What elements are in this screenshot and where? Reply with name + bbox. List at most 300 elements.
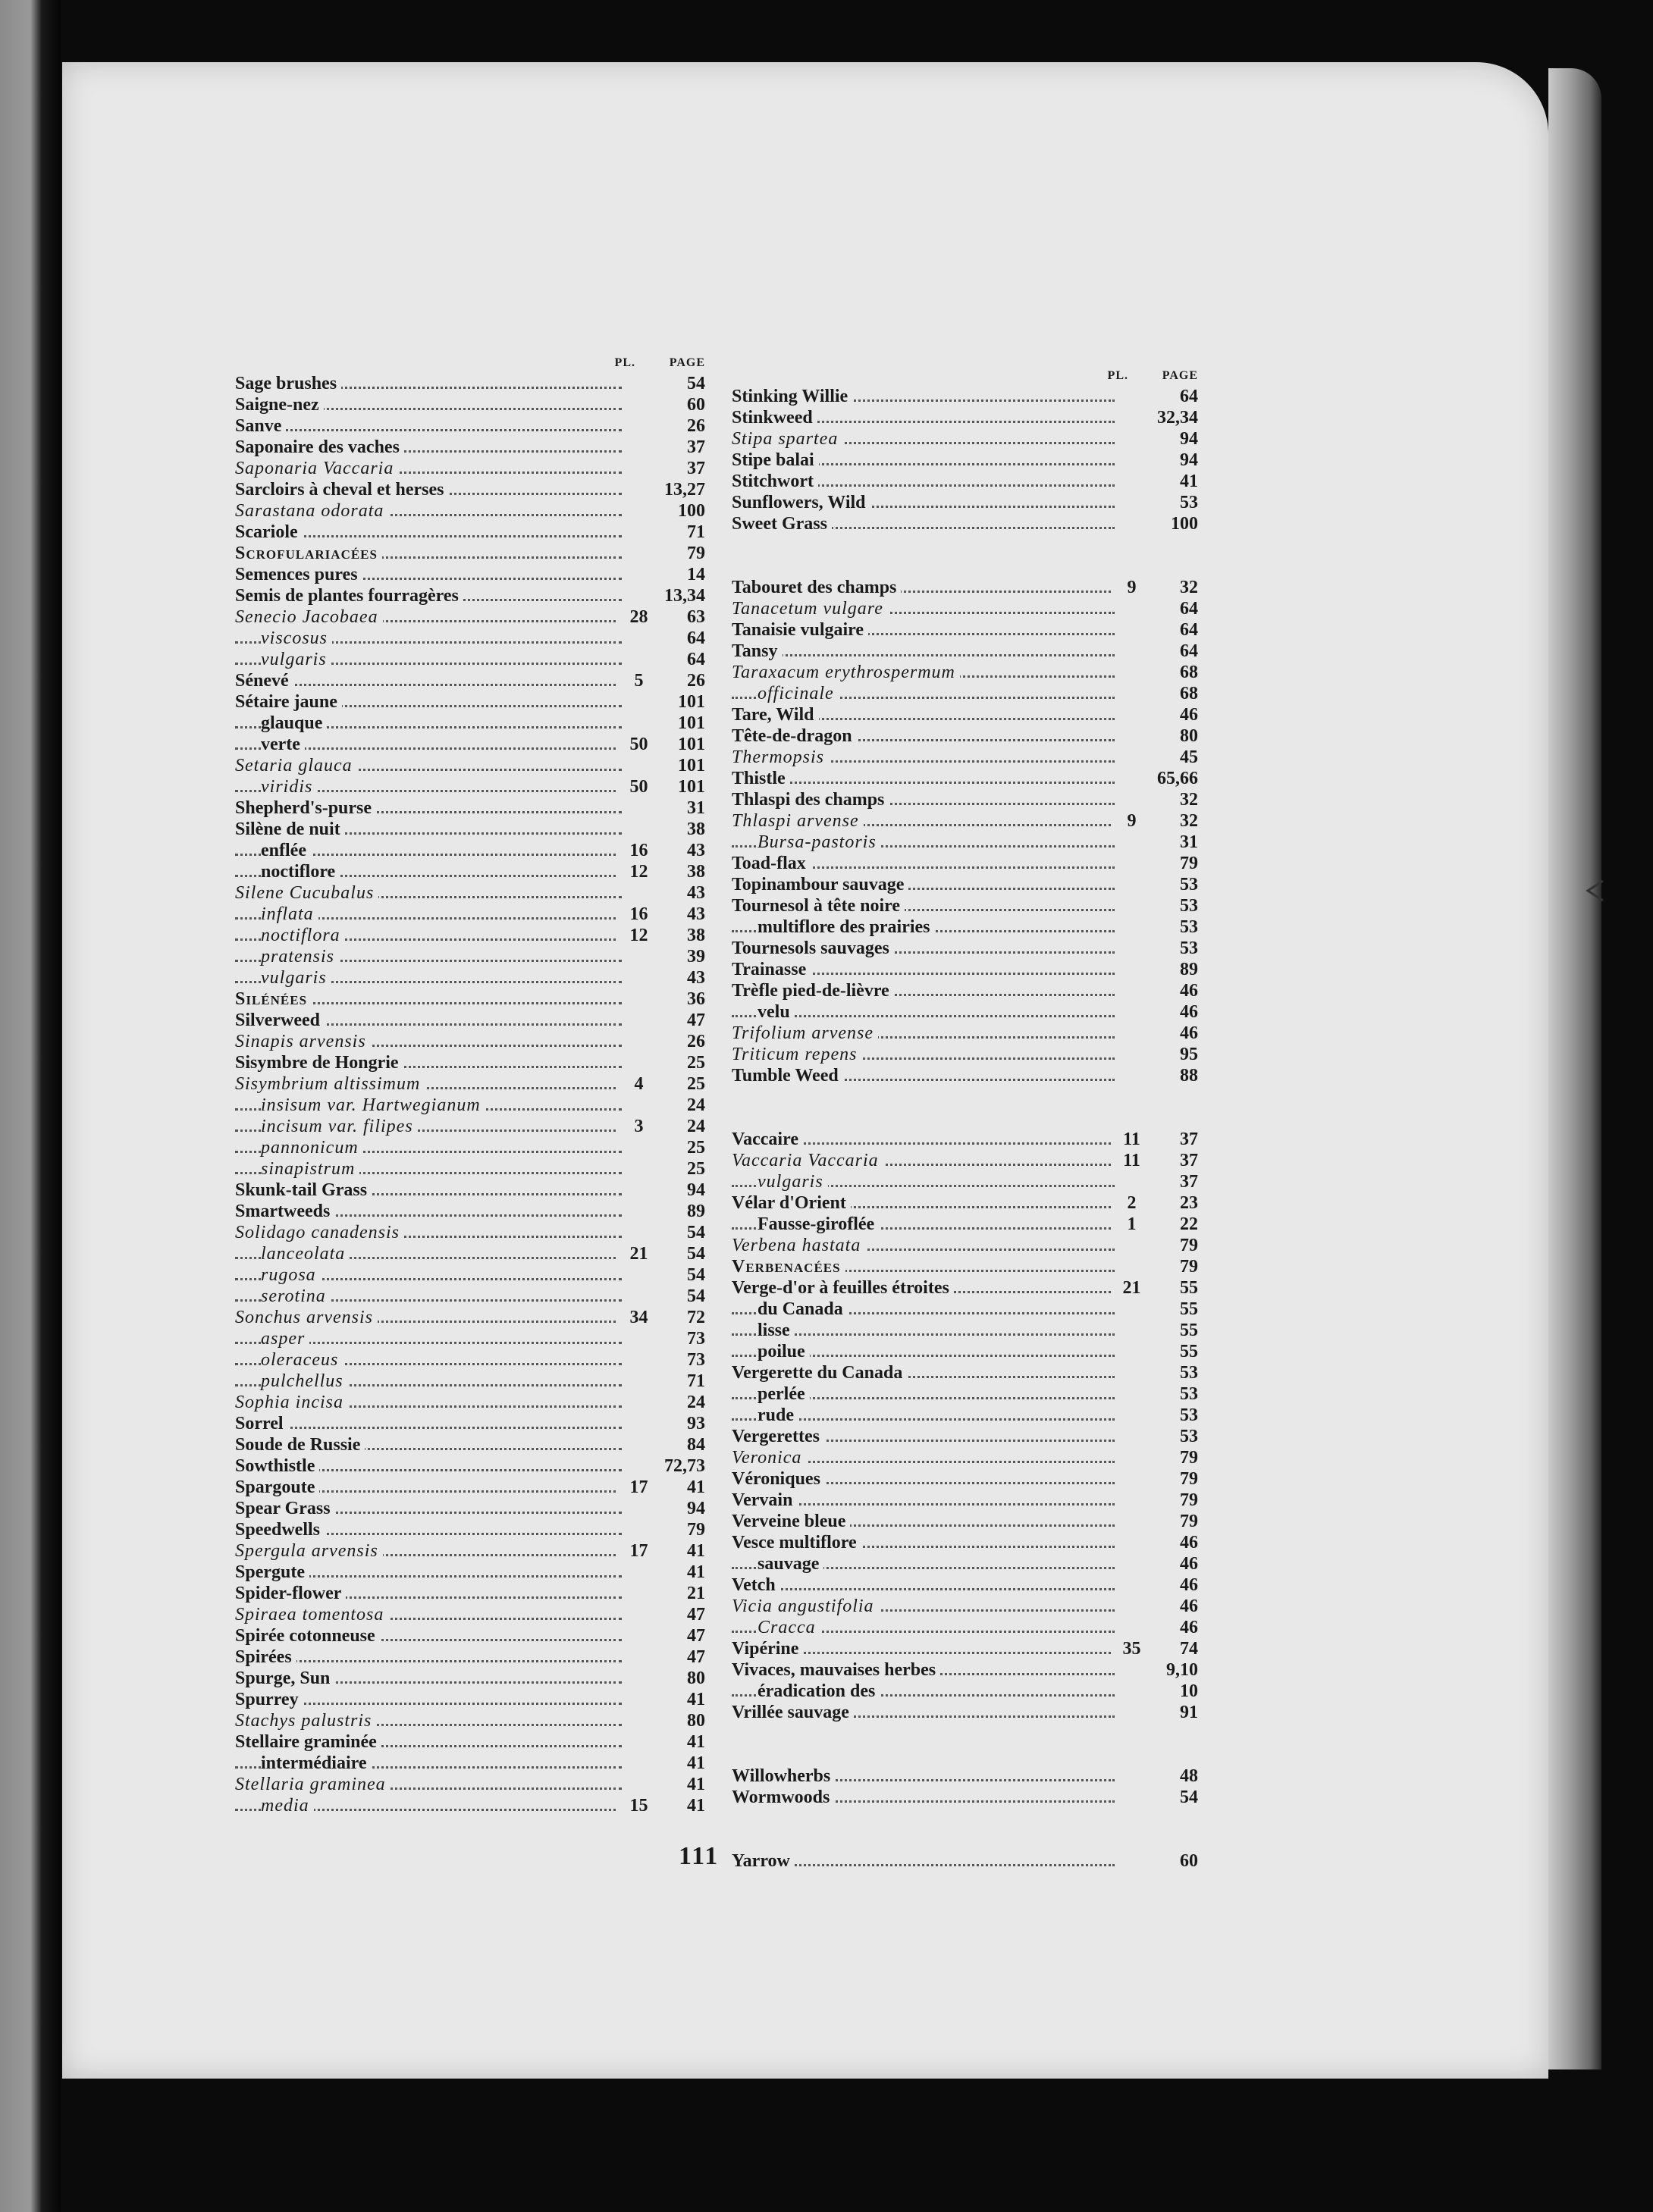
entry-name: Véroniques — [732, 1468, 825, 1490]
index-entry — [235, 415, 705, 437]
index-entry — [235, 1583, 705, 1604]
index-entry — [235, 1434, 705, 1455]
entry-page: 41 — [660, 1477, 705, 1498]
entry-name: Stinkweed — [732, 407, 817, 428]
entry-plate: 9 — [1111, 577, 1153, 598]
entry-name: Vipérine — [732, 1638, 803, 1659]
index-entry — [732, 704, 1198, 725]
index-entry — [235, 967, 705, 989]
entry-name: pratensis — [261, 946, 339, 967]
index-entry — [732, 959, 1198, 980]
entry-name: Vrillée sauvage — [732, 1702, 854, 1723]
index-entry — [235, 585, 705, 606]
entry-name: Saponaria Vaccaria — [235, 458, 398, 479]
entry-name: Yarrow — [732, 1850, 795, 1872]
entry-page: 101 — [660, 734, 705, 755]
entry-name: viridis — [261, 776, 317, 797]
entry-name: serotina — [261, 1286, 331, 1307]
entry-page: 101 — [660, 691, 705, 713]
entry-page: 14 — [660, 564, 705, 585]
index-entry — [235, 713, 705, 734]
index-entry — [732, 916, 1198, 938]
index-entry — [732, 619, 1198, 641]
header-page: PAGE — [1162, 369, 1198, 382]
entry-page: 101 — [660, 755, 705, 776]
entry-page: 54 — [660, 1264, 705, 1286]
entry-name: Vergerettes — [732, 1426, 824, 1447]
entry-name: Spurrey — [235, 1689, 303, 1710]
index-entry — [732, 1214, 1198, 1235]
index-entry — [235, 1540, 705, 1562]
entry-name: Verbena hastata — [732, 1235, 865, 1256]
entry-plate: 12 — [618, 925, 660, 946]
entry-page: 38 — [660, 861, 705, 882]
entry-plate: 11 — [1111, 1150, 1153, 1171]
entry-page: 41 — [660, 1795, 705, 1816]
index-entry — [235, 458, 705, 479]
index-entry — [732, 407, 1198, 428]
index-entry — [732, 1001, 1198, 1023]
index-entry — [235, 840, 705, 861]
index-entry — [235, 1774, 705, 1795]
index-entry — [235, 904, 705, 925]
index-column-left — [235, 356, 705, 1816]
index-entry — [732, 789, 1198, 810]
entry-name: Stellaria graminea — [235, 1774, 391, 1795]
entry-page: 53 — [1153, 492, 1198, 513]
entry-page: 53 — [1153, 1383, 1198, 1405]
entry-name: Trèfle pied-de-lièvre — [732, 980, 894, 1001]
leader-dots — [732, 654, 1115, 656]
entry-page: 53 — [1153, 1362, 1198, 1383]
entry-page: 46 — [1153, 1001, 1198, 1023]
entry-page: 39 — [660, 946, 705, 967]
index-entry — [732, 1362, 1198, 1383]
entry-name: enflée — [261, 840, 311, 861]
book-spine — [0, 0, 61, 2212]
entry-page: 64 — [1153, 619, 1198, 641]
entry-page: 41 — [1153, 471, 1198, 492]
entry-name: Taraxacum erythrospermum — [732, 662, 960, 683]
entry-name: Vergerette du Canada — [732, 1362, 907, 1383]
entry-name: Saigne-nez — [235, 394, 324, 415]
index-entry — [235, 1073, 705, 1095]
entry-page: 84 — [660, 1434, 705, 1455]
index-entry — [235, 1646, 705, 1668]
entry-name: officinale — [757, 683, 839, 704]
entry-name: Senecio Jacobaea — [235, 606, 383, 628]
entry-plate: 1 — [1111, 1214, 1153, 1235]
entry-name: Solidago canadensis — [235, 1222, 404, 1243]
entry-name: Spurge, Sun — [235, 1668, 334, 1689]
index-entry — [235, 1328, 705, 1349]
entry-name: rugosa — [261, 1264, 321, 1286]
entry-page: 101 — [660, 713, 705, 734]
index-entry — [235, 522, 705, 543]
entry-page: 45 — [1153, 747, 1198, 768]
entry-plate: 2 — [1111, 1192, 1153, 1214]
entry-plate: 12 — [618, 861, 660, 882]
column-header — [732, 369, 1198, 386]
index-entry — [235, 819, 705, 840]
entry-page: 37 — [660, 458, 705, 479]
entry-name: oleraceus — [261, 1349, 343, 1371]
index-entry — [235, 628, 705, 649]
index-entry — [235, 543, 705, 564]
entry-name: rude — [757, 1405, 798, 1426]
entry-name: Stinking Willie — [732, 386, 852, 407]
entry-page: 37 — [1153, 1129, 1198, 1150]
entry-name: Thlaspi des champs — [732, 789, 889, 810]
entry-name: Sarcloirs à cheval et herses — [235, 479, 449, 500]
entry-page: 53 — [1153, 1405, 1198, 1426]
index-entry — [732, 641, 1198, 662]
index-entry — [732, 1553, 1198, 1574]
entry-plate: 4 — [618, 1073, 660, 1095]
entry-name: Silverweed — [235, 1010, 325, 1031]
entry-name: éradication des — [757, 1681, 880, 1702]
index-entry — [732, 492, 1198, 513]
entry-name: velu — [757, 1001, 795, 1023]
entry-plate: 21 — [1111, 1277, 1153, 1299]
entry-name: Trainasse — [732, 959, 811, 980]
entry-page: 79 — [660, 1519, 705, 1540]
entry-name: Stellaire graminée — [235, 1731, 381, 1753]
entry-page: 32 — [1153, 810, 1198, 832]
index-entry — [235, 1392, 705, 1413]
entry-page: 80 — [1153, 725, 1198, 747]
entry-page: 79 — [1153, 1511, 1198, 1532]
index-entry — [732, 1787, 1198, 1808]
entry-plate: 17 — [618, 1540, 660, 1562]
entry-name: Fausse-giroflée — [757, 1214, 879, 1235]
entry-name: Sowthistle — [235, 1455, 319, 1477]
page-number: 111 — [679, 1842, 720, 1870]
index-entry — [235, 1137, 705, 1158]
entry-plate: 16 — [618, 840, 660, 861]
entry-page: 37 — [1153, 1150, 1198, 1171]
entry-page: 47 — [660, 1604, 705, 1625]
index-entry — [235, 1455, 705, 1477]
entry-name: Sarastana odorata — [235, 500, 388, 522]
entry-name: Vivaces, mauvaises herbes — [732, 1659, 940, 1681]
index-list-left — [235, 373, 705, 1816]
entry-name: sinapistrum — [261, 1158, 359, 1180]
index-entry — [732, 938, 1198, 959]
entry-name: perlée — [757, 1383, 810, 1405]
index-entry — [732, 1744, 1198, 1766]
entry-page: 55 — [1153, 1341, 1198, 1362]
entry-name: Tabouret des champs — [732, 577, 901, 598]
index-entry — [732, 1383, 1198, 1405]
entry-name: Smartweeds — [235, 1201, 334, 1222]
entry-name: Sisymbrium altissimum — [235, 1073, 425, 1095]
entry-name: Spergute — [235, 1562, 309, 1583]
entry-name: Toad-flax — [732, 853, 811, 874]
entry-name: Tournesols sauvages — [732, 938, 894, 959]
index-entry — [732, 683, 1198, 704]
index-entry — [235, 1413, 705, 1434]
entry-page: 24 — [660, 1095, 705, 1116]
index-entry — [235, 1243, 705, 1264]
entry-page: 41 — [660, 1689, 705, 1710]
index-entry — [235, 861, 705, 882]
entry-page: 54 — [1153, 1787, 1198, 1808]
entry-page: 41 — [660, 1731, 705, 1753]
entry-page: 13,27 — [660, 479, 705, 500]
entry-name: asper — [261, 1328, 309, 1349]
index-entry — [732, 895, 1198, 916]
entry-page: 41 — [660, 1540, 705, 1562]
entry-page: 10 — [1153, 1681, 1198, 1702]
entry-page: 48 — [1153, 1766, 1198, 1787]
index-entry — [732, 1023, 1198, 1044]
entry-name: Vesce multiflore — [732, 1532, 861, 1553]
entry-name: insisum var. Hartwegianum — [261, 1095, 485, 1116]
entry-page: 79 — [1153, 1256, 1198, 1277]
index-entry — [235, 755, 705, 776]
index-entry — [235, 1731, 705, 1753]
entry-name: Silénées — [235, 989, 312, 1010]
entry-page: 54 — [660, 1243, 705, 1264]
entry-name: Vaccaire — [732, 1129, 803, 1150]
entry-name: media — [261, 1795, 314, 1816]
entry-page: 47 — [660, 1646, 705, 1668]
index-entry — [732, 1299, 1198, 1320]
index-entry — [235, 1562, 705, 1583]
entry-plate: 3 — [618, 1116, 660, 1137]
index-entry — [732, 1766, 1198, 1787]
entry-name: Spergula arvensis — [235, 1540, 383, 1562]
index-entry — [732, 1256, 1198, 1277]
index-entry — [732, 747, 1198, 768]
entry-name: verte — [261, 734, 305, 755]
index-entry — [235, 1286, 705, 1307]
entry-page: 72 — [660, 1307, 705, 1328]
entry-name: incisum var. filipes — [261, 1116, 418, 1137]
entry-name: Stachys palustris — [235, 1710, 376, 1731]
index-entry — [732, 1574, 1198, 1596]
entry-name: Spiraea tomentosa — [235, 1604, 388, 1625]
entry-name: Stipa spartea — [732, 428, 842, 450]
entry-page: 54 — [660, 1222, 705, 1243]
entry-page: 53 — [1153, 874, 1198, 895]
entry-page: 94 — [1153, 428, 1198, 450]
index-entry — [235, 1031, 705, 1052]
leader-dots — [235, 1427, 622, 1429]
entry-name: noctiflore — [261, 861, 340, 882]
index-entry — [235, 1222, 705, 1243]
entry-page: 25 — [660, 1052, 705, 1073]
index-entry — [732, 725, 1198, 747]
index-entry — [235, 1477, 705, 1498]
entry-plate: 17 — [618, 1477, 660, 1498]
entry-name: intermédiaire — [261, 1753, 372, 1774]
entry-name: Stitchwort — [732, 471, 818, 492]
index-entry — [732, 1723, 1198, 1744]
entry-page: 55 — [1153, 1320, 1198, 1341]
entry-plate: 15 — [618, 1795, 660, 1816]
entry-plate: 5 — [618, 670, 660, 691]
index-entry — [235, 1307, 705, 1328]
index-entry — [235, 1625, 705, 1646]
entry-name: Speedwells — [235, 1519, 325, 1540]
entry-page: 95 — [1153, 1044, 1198, 1065]
entry-page: 54 — [660, 373, 705, 394]
index-entry — [235, 1095, 705, 1116]
entry-name: Sénevé — [235, 670, 293, 691]
entry-name: Verge-d'or à feuilles étroites — [732, 1277, 954, 1299]
entry-page: 79 — [1153, 1235, 1198, 1256]
index-entry — [732, 1129, 1198, 1150]
entry-page: 64 — [1153, 386, 1198, 407]
entry-page: 101 — [660, 776, 705, 797]
entry-page: 89 — [1153, 959, 1198, 980]
index-entry — [732, 386, 1198, 407]
entry-name: Vicia angustifolia — [732, 1596, 879, 1617]
index-entry — [235, 1201, 705, 1222]
entry-page: 53 — [1153, 895, 1198, 916]
index-entry — [732, 1277, 1198, 1299]
index-entry — [732, 471, 1198, 492]
index-entry — [235, 1668, 705, 1689]
entry-name: Wormwoods — [732, 1787, 834, 1808]
entry-name: poilue — [757, 1341, 810, 1362]
entry-name: multiflore des prairies — [757, 916, 935, 938]
entry-name: Spargoute — [235, 1477, 319, 1498]
entry-name: Veronica — [732, 1447, 806, 1468]
entry-name: Tare, Wild — [732, 704, 819, 725]
entry-page: 36 — [660, 989, 705, 1010]
entry-name: Verbenacées — [732, 1256, 845, 1277]
entry-plate: 21 — [618, 1243, 660, 1264]
index-entry — [732, 577, 1198, 598]
entry-plate: 34 — [618, 1307, 660, 1328]
entry-name: Tansy — [732, 641, 783, 662]
index-entry — [235, 649, 705, 670]
entry-plate: 50 — [618, 776, 660, 797]
entry-name: inflata — [261, 904, 318, 925]
index-entry — [732, 853, 1198, 874]
index-entry — [235, 1264, 705, 1286]
entry-plate: 35 — [1111, 1638, 1153, 1659]
leader-dots — [235, 429, 622, 431]
entry-name: du Canada — [757, 1299, 848, 1320]
index-entry — [235, 479, 705, 500]
entry-page: 38 — [660, 925, 705, 946]
index-entry — [235, 1371, 705, 1392]
entry-page: 55 — [1153, 1277, 1198, 1299]
entry-page: 93 — [660, 1413, 705, 1434]
entry-name: Sweet Grass — [732, 513, 832, 534]
entry-page: 46 — [1153, 1596, 1198, 1617]
entry-page: 26 — [660, 1031, 705, 1052]
index-entry — [235, 1116, 705, 1137]
entry-name: Tanacetum vulgare — [732, 598, 888, 619]
index-column-right — [732, 369, 1198, 1872]
entry-name: Sétaire jaune — [235, 691, 342, 713]
entry-page: 100 — [1153, 513, 1198, 534]
entry-page: 46 — [1153, 1574, 1198, 1596]
entry-page: 43 — [660, 882, 705, 904]
entry-page: 46 — [1153, 1023, 1198, 1044]
entry-name: Sonchus arvensis — [235, 1307, 378, 1328]
entry-page: 94 — [660, 1498, 705, 1519]
entry-page: 25 — [660, 1158, 705, 1180]
index-entry — [732, 874, 1198, 895]
entry-name: Silene Cucubalus — [235, 882, 378, 904]
entry-page: 60 — [660, 394, 705, 415]
entry-page: 32,34 — [1153, 407, 1198, 428]
entry-page: 41 — [660, 1562, 705, 1583]
entry-page: 46 — [1153, 704, 1198, 725]
entry-page: 26 — [660, 670, 705, 691]
entry-name: Tête-de-dragon — [732, 725, 857, 747]
entry-page: 24 — [660, 1116, 705, 1137]
index-entry — [732, 1659, 1198, 1681]
index-entry — [235, 1689, 705, 1710]
index-entry — [235, 882, 705, 904]
entry-page: 68 — [1153, 683, 1198, 704]
index-entry — [732, 1511, 1198, 1532]
entry-name: Saponaire des vaches — [235, 437, 404, 458]
entry-name: Semences pures — [235, 564, 362, 585]
index-entry — [235, 776, 705, 797]
header-page: PAGE — [669, 356, 705, 369]
entry-page: 32 — [1153, 789, 1198, 810]
entry-name: Spirée cotonneuse — [235, 1625, 380, 1646]
entry-page: 60 — [1153, 1850, 1198, 1872]
entry-name: Shepherd's-purse — [235, 797, 376, 819]
entry-page: 37 — [1153, 1171, 1198, 1192]
index-entry — [732, 428, 1198, 450]
entry-page: 38 — [660, 819, 705, 840]
entry-name: Tanaisie vulgaire — [732, 619, 868, 641]
entry-name: Verveine bleue — [732, 1511, 850, 1532]
index-entry — [732, 1617, 1198, 1638]
entry-name: Skunk-tail Grass — [235, 1180, 372, 1201]
index-entry — [732, 1681, 1198, 1702]
entry-page: 79 — [660, 543, 705, 564]
index-entry — [732, 768, 1198, 789]
index-entry — [235, 1158, 705, 1180]
entry-name: Sinapis arvensis — [235, 1031, 371, 1052]
entry-page: 41 — [660, 1753, 705, 1774]
entry-page: 37 — [660, 437, 705, 458]
entry-page: 53 — [1153, 916, 1198, 938]
entry-page: 31 — [660, 797, 705, 819]
index-entry — [235, 1349, 705, 1371]
entry-name: noctiflora — [261, 925, 345, 946]
index-entry — [732, 598, 1198, 619]
column-header — [235, 356, 705, 373]
index-entry — [235, 1795, 705, 1816]
entry-page: 9,10 — [1153, 1659, 1198, 1681]
entry-page: 22 — [1153, 1214, 1198, 1235]
entry-name: Vélar d'Orient — [732, 1192, 851, 1214]
index-entry — [235, 691, 705, 713]
entry-plate: 28 — [618, 606, 660, 628]
entry-plate: 9 — [1111, 810, 1153, 832]
entry-name: sauvage — [757, 1553, 823, 1574]
entry-name: Triticum repens — [732, 1044, 861, 1065]
index-entry — [235, 734, 705, 755]
entry-page: 47 — [660, 1010, 705, 1031]
header-pl: PL. — [614, 356, 635, 369]
entry-page: 80 — [660, 1668, 705, 1689]
entry-page: 72,73 — [660, 1455, 705, 1477]
index-entry — [732, 1490, 1198, 1511]
